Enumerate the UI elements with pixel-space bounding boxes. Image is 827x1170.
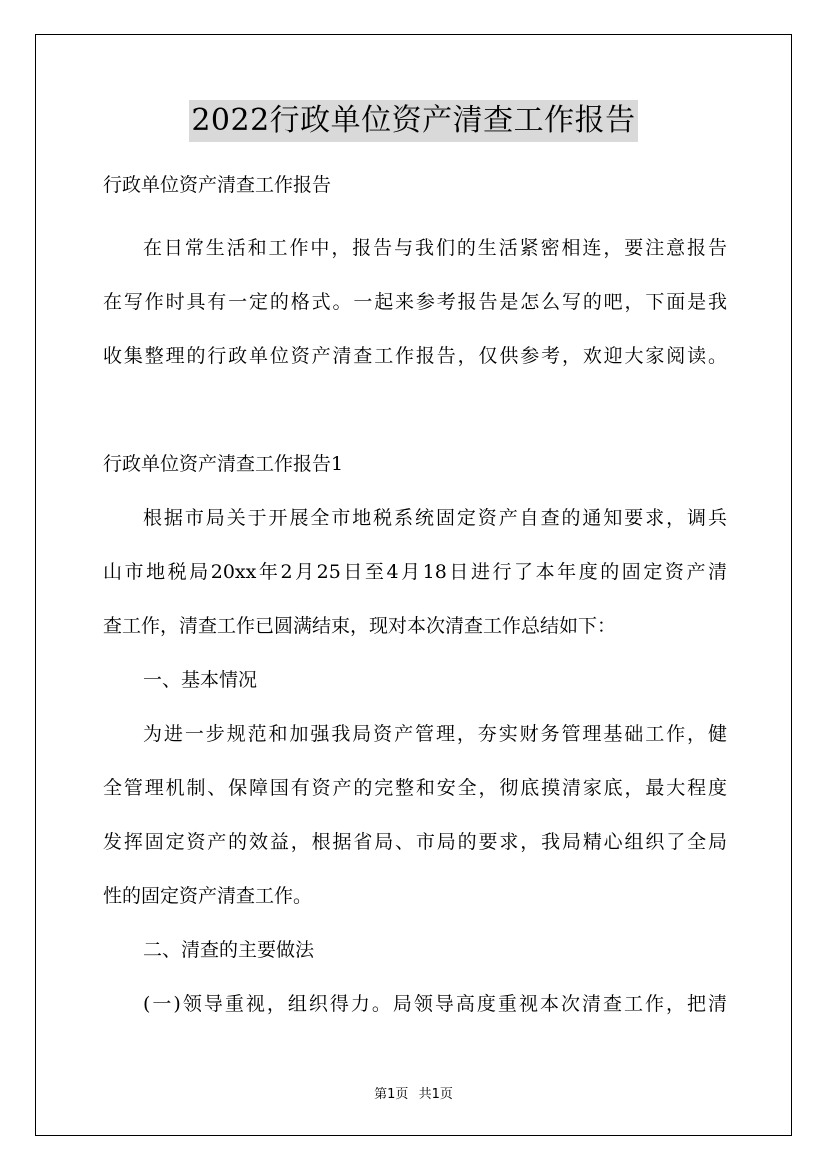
- paragraph-line: (一)领导重视，组织得力。局领导高度重视本次清查工作，把清: [143, 993, 727, 1015]
- paragraph-line: 为进一步规范和加强我局资产管理，夯实财务管理基础工作，健: [143, 723, 727, 745]
- title-container: [0, 100, 827, 142]
- page-number: 第1页: [374, 1087, 409, 1102]
- paragraph-line: 在日常生活和工作中，报告与我们的生活紧密相连，要注意报告: [143, 237, 727, 259]
- paragraph-line: 查工作，清查工作已圆满结束，现对本次清查工作总结如下：: [103, 615, 617, 637]
- paragraph-line: 性的固定资产清查工作。: [103, 885, 313, 907]
- paragraph-line: 发挥固定资产的效益，根据省局、市局的要求，我局精心组织了全局: [103, 831, 727, 853]
- paragraph-line: 收集整理的行政单位资产清查工作报告，仅供参考，欢迎大家阅读。: [103, 345, 727, 367]
- page-footer: [0, 1083, 827, 1102]
- paragraph-line: 根据市局关于开展全市地税系统固定资产自查的通知要求，调兵: [143, 507, 727, 529]
- section-heading: 行政单位资产清查工作报告1: [103, 453, 344, 475]
- paragraph-line: 在写作时具有一定的格式。一起来参考报告是怎么写的吧，下面是我: [103, 291, 727, 313]
- section-heading: 一、基本情况: [143, 669, 258, 691]
- paragraph-line: 山市地税局20xx年2月25日至4月18日进行了本年度的固定资产清: [103, 561, 727, 583]
- section-heading: 二、清查的主要做法: [143, 939, 315, 961]
- subtitle-line: 行政单位资产清查工作报告: [103, 174, 332, 196]
- paragraph-line: 全管理机制、保障国有资产的完整和安全，彻底摸清家底，最大程度: [103, 777, 727, 799]
- document-title: 2022行政单位资产清查工作报告: [189, 100, 637, 142]
- page-total: 共1页: [418, 1087, 453, 1102]
